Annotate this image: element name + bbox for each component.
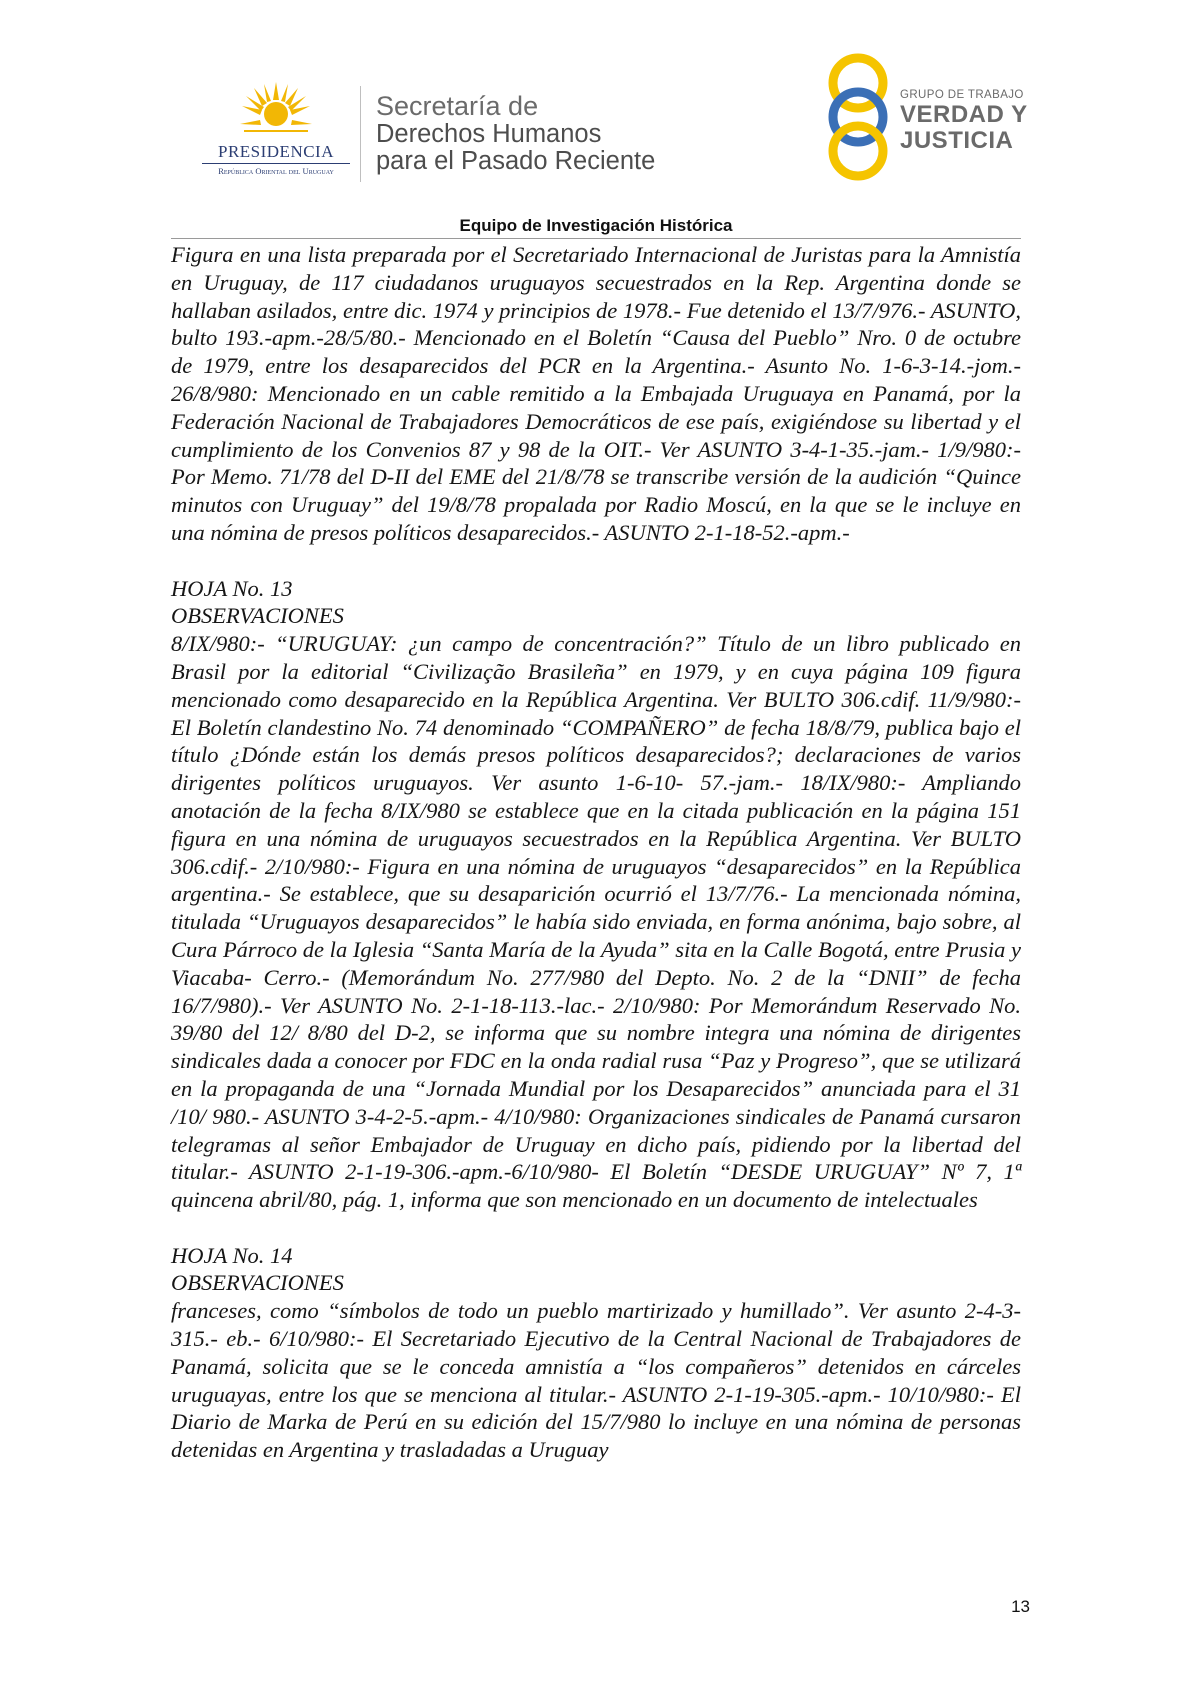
sheet-heading-13: HOJA No. 13 (171, 575, 293, 601)
paragraph-2: 8/IX/980:- “URUGUAY: ¿un campo de concentración?” Título de un libro publicado en Brasil por la editorial “Civilização Brasileña” en 1979, y en cuya página 109 figura mencionado como desaparecido en la República Argentina. Ver BULTO 306.cdif. 11/9/980:- El Boletín clandestino No. 74 denominado “COMPAÑERO” de fecha 18/8/79, publica bajo el título ¿Dónde están los demás presos políticos desaparecidos?; declaraciones de varios dirigentes políticos uruguayos. Ver asunto 1-6-10- 57.-jam.- 18/IX/980:- Ampliando anotación de la fecha 8/IX/980 se establece que en la citada publicación en la página 151 figura en una nómina de uruguayos secuestrados en la República Argentina. Ver BULTO 306.cdif.- 2/10/980:- Figura en una nómina de uruguayos “desaparecidos” en la República argentina.- Se establece, que su desaparición ocurrió el 13/7/76.- La mencionada nómina, titulada “Uruguayos desaparecidos” le había sido enviada, en forma anónima, bajo sobre, al Cura Párroco de la Iglesia “Santa María de la Ayuda” sita en la Calle Bogotá, entre Prusia y Viacaba- Cerro.- (Memorándum No. 277/980 del Depto. No. 2 de la “DNII” de fecha 16/7/980).- Ver ASUNTO No. 2-1-18-113.-lac.- 2/10/980: Por Memorándum Reservado No. 39/80 del 12/ 8/80 del D-2, se informa que su nombre integra una nómina de dirigentes sindicales dada a conocer por FDC en la onda radial rusa “Paz y Progreso”, que se utilizará en la propaganda de una “Jornada Mundial por los Desaparecidos” anunciada para el 31 /10/ 980.- ASUNTO 3-4-2-5.-apm.- 4/10/980: Organizaciones sindicales de Panamá cursaron telegramas al señor Embajador de Uruguay en dicho país, pidiendo por la libertad del titular.- ASUNTO 2-1-19-306.-apm.-6/10/980- El Boletín “DESDE URUGUAY” Nº 7, 1ª quincena abril/80, pág. 1, informa que son mencionado en un documento de intelectuales (171, 631, 1021, 1213)
verdad-justicia-logo (818, 52, 1038, 182)
paragraph-1: Figura en una lista preparada por el Secretariado Internacional de Juristas para la Amnistía en Uruguay, de 117 ciudadanos uruguayos secuestrados en la Rep. Argentina donde se hallaban asilados, entre dic. 1974 y principios de 1978.- Fue detenido el 13/7/976.- ASUNTO, bulto 193.-apm.-28/5/80.- Mencionado en el Boletín “Causa del Pueblo” Nro. 0 de octubre de 1979, entre los desaparecidos del PCR en la Argentina.- Asunto No. 1-6-3-14.-jom.- 26/8/980: Mencionado en un cable remitido a la Embajada Uruguaya en Panamá, por la Federación Nacional de Trabajadores Democráticos de ese país, exigiéndose su libertad y el cumplimiento de los Convenios 87 y 98 de la OIT.- Ver ASUNTO 3-4-1-35.-jam.- 1/9/980:- Por Memo. 71/78 del D-II del EME del 21/8/78 se transcribe versión de la audición “Quince minutos con Uruguay” del 19/8/78 propalada por Radio Moscú, en la que se le incluye en una nómina de presos políticos desaparecidos.- ASUNTO 2-1-18-52.-apm.- (171, 242, 1021, 545)
document-body (171, 241, 1021, 1464)
grupo-line-1: GRUPO DE TRABAJO (900, 89, 1024, 101)
secretaria-logo (376, 92, 655, 175)
presidencia-subtitle: República Oriental del Uruguay (218, 166, 334, 176)
page-number: 13 (1011, 1597, 1030, 1616)
sun-icon (240, 80, 312, 140)
sheet-heading-14: HOJA No. 14 (171, 1242, 293, 1268)
header-divider (360, 86, 361, 182)
grupo-line-3: JUSTICIA (900, 127, 1014, 154)
paragraph-3: franceses, como “símbolos de todo un pueblo martirizado y humillado”. Ver asunto 2-4-3-315.- eb.- 6/10/980:- El Secretariado Ejecutivo de la Central Nacional de Trabajadores de Panamá, solicita que se le conceda amnistía a “los compañeros” detenidos en cárceles uruguayas, entre los que se menciona al titular.- ASUNTO 2-1-19-305.-apm.- 10/10/980:- El Diario de Marka de Perú en su edición del 15/7/980 lo incluye en una nómina de personas detenidas en Argentina y trasladadas a Uruguay (171, 1298, 1021, 1463)
secretaria-line-2: Derechos Humanos (376, 120, 602, 148)
rings-icon (818, 52, 898, 182)
presidencia-logo (196, 80, 356, 180)
secretaria-line-1: Secretaría de (376, 91, 539, 121)
presidencia-rule (202, 163, 350, 164)
grupo-line-2: VERDAD Y (900, 101, 1028, 128)
header-rule (171, 238, 1021, 239)
presidencia-title: PRESIDENCIA (217, 142, 334, 161)
header-equipo: Equipo de Investigación Histórica (459, 216, 733, 235)
secretaria-line-3: para el Pasado Reciente (376, 147, 656, 175)
observations-heading-13: OBSERVACIONES (171, 603, 344, 629)
observations-heading-14: OBSERVACIONES (171, 1270, 344, 1296)
